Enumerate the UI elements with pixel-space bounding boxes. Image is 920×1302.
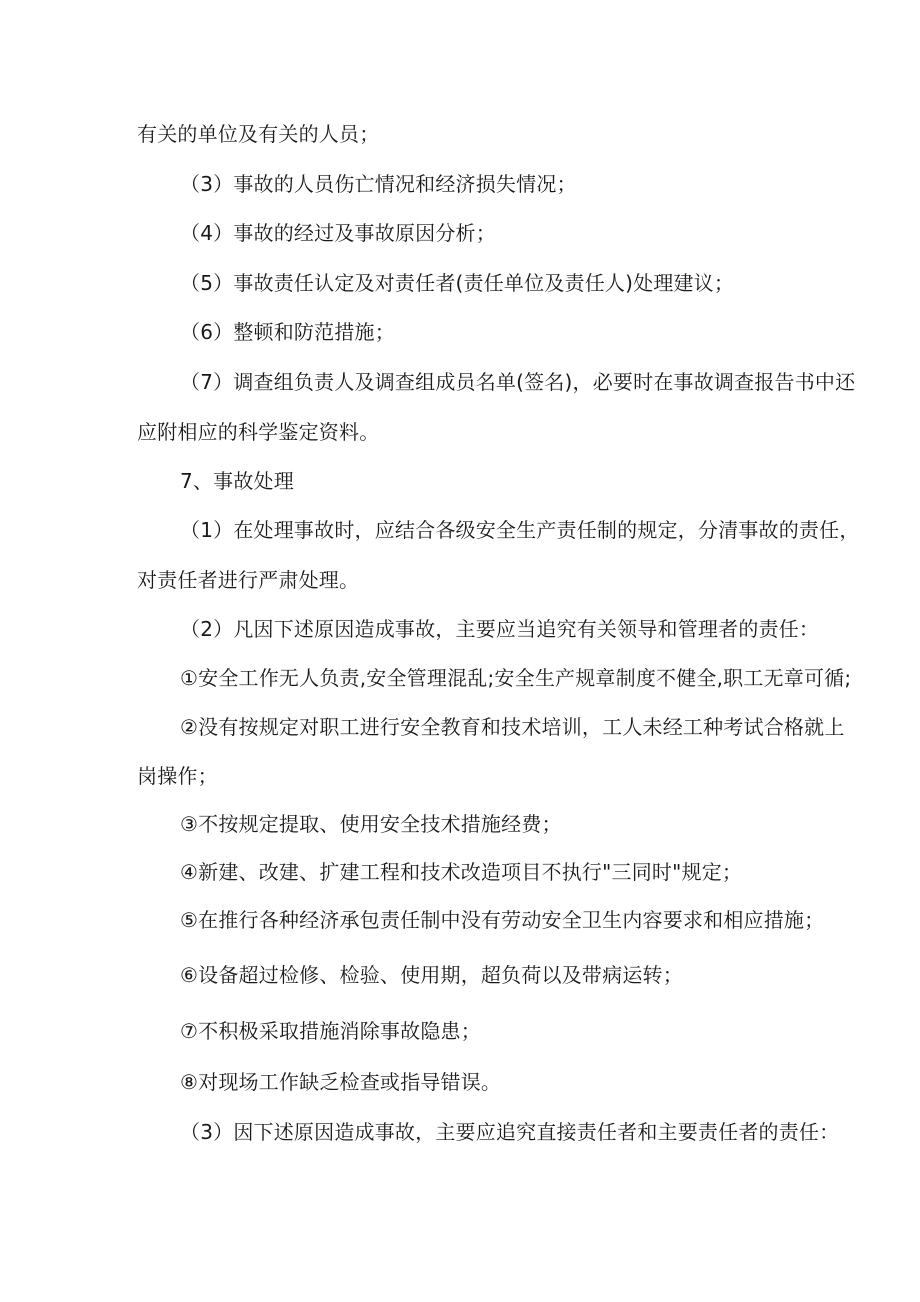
text-line: （3）因下述原因造成事故，主要应追究直接责任者和主要责任者的责任： — [180, 1120, 840, 1144]
text-line: 岗操作； — [137, 764, 218, 788]
text-line: ④新建、改建、扩建工程和技术改造项目不执行"三同时"规定； — [180, 860, 743, 884]
text-line: 应附相应的科学鉴定资料。 — [137, 420, 380, 444]
text-line: 对责任者进行严肃处理。 — [137, 568, 360, 592]
section-heading: 7、事故处理 — [180, 469, 294, 493]
text-line: （7）调查组负责人及调查组成员名单(签名)，必要时在事故调查报告书中还 — [180, 370, 856, 394]
text-line: （6）整顿和防范措施； — [180, 320, 395, 344]
text-line: ①安全工作无人负责,安全管理混乱;安全生产规章制度不健全,职工无章可循; — [180, 666, 852, 690]
text-line: 有关的单位及有关的人员； — [137, 122, 380, 146]
text-line: ③不按规定提取、使用安全技术措施经费； — [180, 812, 562, 836]
text-line: ⑤在推行各种经济承包责任制中没有劳动安全卫生内容要求和相应措施； — [180, 908, 825, 932]
text-line: （4）事故的经过及事故原因分析； — [180, 221, 496, 245]
text-line: ②没有按规定对职工进行安全教育和技术培训，工人未经工种考试合格就上 — [180, 715, 845, 739]
text-line: ⑦不积极采取措施消除事故隐患； — [180, 1019, 481, 1043]
text-line: ⑥设备超过检修、检验、使用期，超负荷以及带病运转； — [180, 963, 683, 987]
text-line: ⑧对现场工作缺乏检查或指导错误。 — [180, 1070, 502, 1094]
text-line: （1）在处理事故时，应结合各级安全生产责任制的规定，分清事故的责任， — [180, 518, 860, 542]
text-line: （2）凡因下述原因造成事故，主要应当追究有关领导和管理者的责任： — [180, 617, 820, 641]
text-line: （3）事故的人员伤亡情况和经济损失情况； — [180, 172, 577, 196]
text-line: （5）事故责任认定及对责任者(责任单位及责任人)处理建议； — [180, 271, 735, 295]
